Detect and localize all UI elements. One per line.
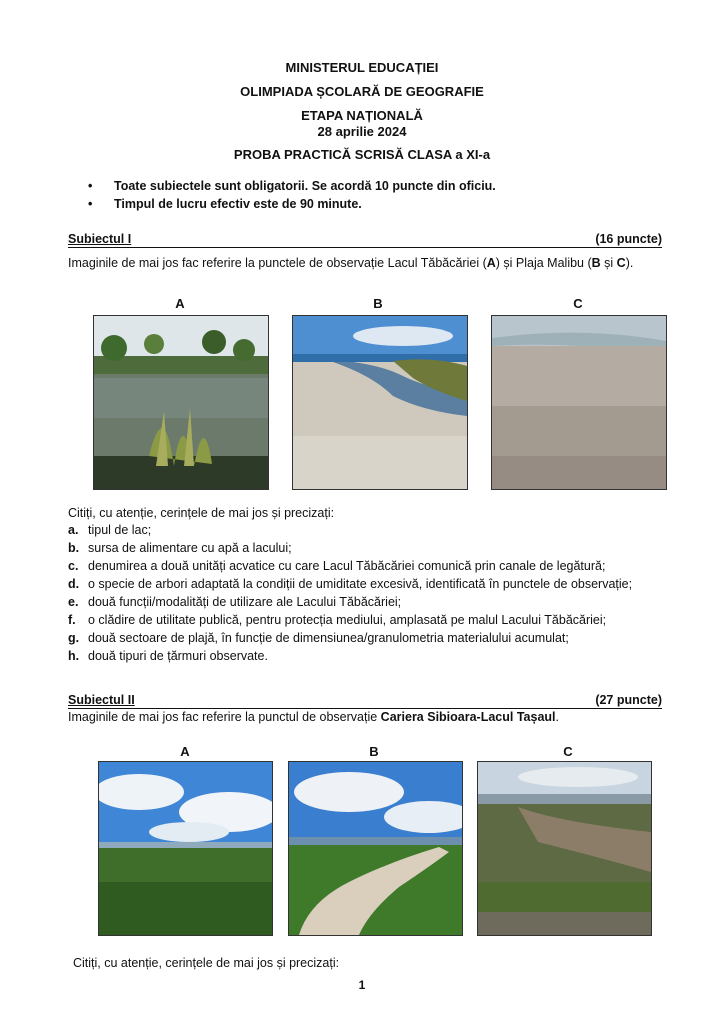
question-item: h. două tipuri de țărmuri observate. xyxy=(68,649,268,663)
subject2-instruction: Citiți, cu atenție, cerințele de mai jos și precizați: xyxy=(73,956,340,970)
photo-quarry xyxy=(477,761,652,936)
subject2-intro: Imaginile de mai jos fac referire la punctul de observație Cariera Sibioara-Lacul Tașaul. xyxy=(68,710,559,724)
question-item: f. o clădire de utilitate publică, pentru protecția mediului, amplasată pe malul Lacului Tăbăcăriei; xyxy=(68,613,607,627)
rules-list xyxy=(88,177,496,213)
rule-item: • Toate subiectele sunt obligatorii. Se acordă 10 puncte din oficiu. xyxy=(88,177,496,195)
image-label-b: B xyxy=(373,296,383,311)
subject1-points: (16 puncte) xyxy=(595,232,662,246)
subject2-header xyxy=(68,692,662,709)
olympiad-heading: OLIMPIADA ȘCOLARĂ DE GEOGRAFIE xyxy=(240,84,484,99)
question-item: c. denumirea a două unități acvatice cu care Lacul Tăbăcăriei comunică prin canale de legătură; xyxy=(68,559,606,573)
image-label-c: C xyxy=(573,296,583,311)
subject1-intro: Imaginile de mai jos fac referire la punctele de observație Lacul Tăbăcăriei (A) și Plaja Malibu (B și C). xyxy=(68,256,634,270)
question-item: d. o specie de arbori adaptată la condiții de umiditate excesivă, identificată în punctele de observație; xyxy=(68,577,633,591)
stage-heading: ETAPA NAȚIONALĂ xyxy=(301,108,423,123)
question-item: a. tipul de lac; xyxy=(68,523,152,537)
image-label-c: C xyxy=(563,744,573,759)
rule-item: • Timpul de lucru efectiv este de 90 minute. xyxy=(88,195,496,213)
question-item: e. două funcții/modalități de utilizare ale Lacului Tăbăcăriei; xyxy=(68,595,402,609)
photo-sandy-path xyxy=(288,761,463,936)
subject1-instruction: Citiți, cu atenție, cerințele de mai jos și precizați: xyxy=(68,506,335,520)
subject2-points: (27 puncte) xyxy=(595,693,662,707)
subject1-questions xyxy=(68,521,632,665)
photo-shell-beach xyxy=(491,315,667,490)
image-label-a: A xyxy=(175,296,185,311)
subject2-title: Subiectul II xyxy=(68,693,135,707)
ministry-heading: MINISTERUL EDUCAȚIEI xyxy=(285,60,439,75)
image-label-a: A xyxy=(180,744,190,759)
date-heading: 28 aprilie 2024 xyxy=(317,124,407,139)
page-number: 1 xyxy=(358,978,366,992)
photo-beach-channel xyxy=(292,315,468,490)
exam-heading: PROBA PRACTICĂ SCRISĂ CLASA a XI-a xyxy=(233,147,491,162)
subject1-title: Subiectul I xyxy=(68,232,132,246)
question-item: g. două sectoare de plajă, în funcție de dimensiunea/granulometria materialului acumulat; xyxy=(68,631,569,645)
subject1-header xyxy=(68,231,662,248)
photo-field-lake xyxy=(98,761,273,936)
image-label-b: B xyxy=(369,744,379,759)
question-item: b. sursa de alimentare cu apă a lacului; xyxy=(68,541,292,555)
photo-lake-tabacariei xyxy=(93,315,269,490)
